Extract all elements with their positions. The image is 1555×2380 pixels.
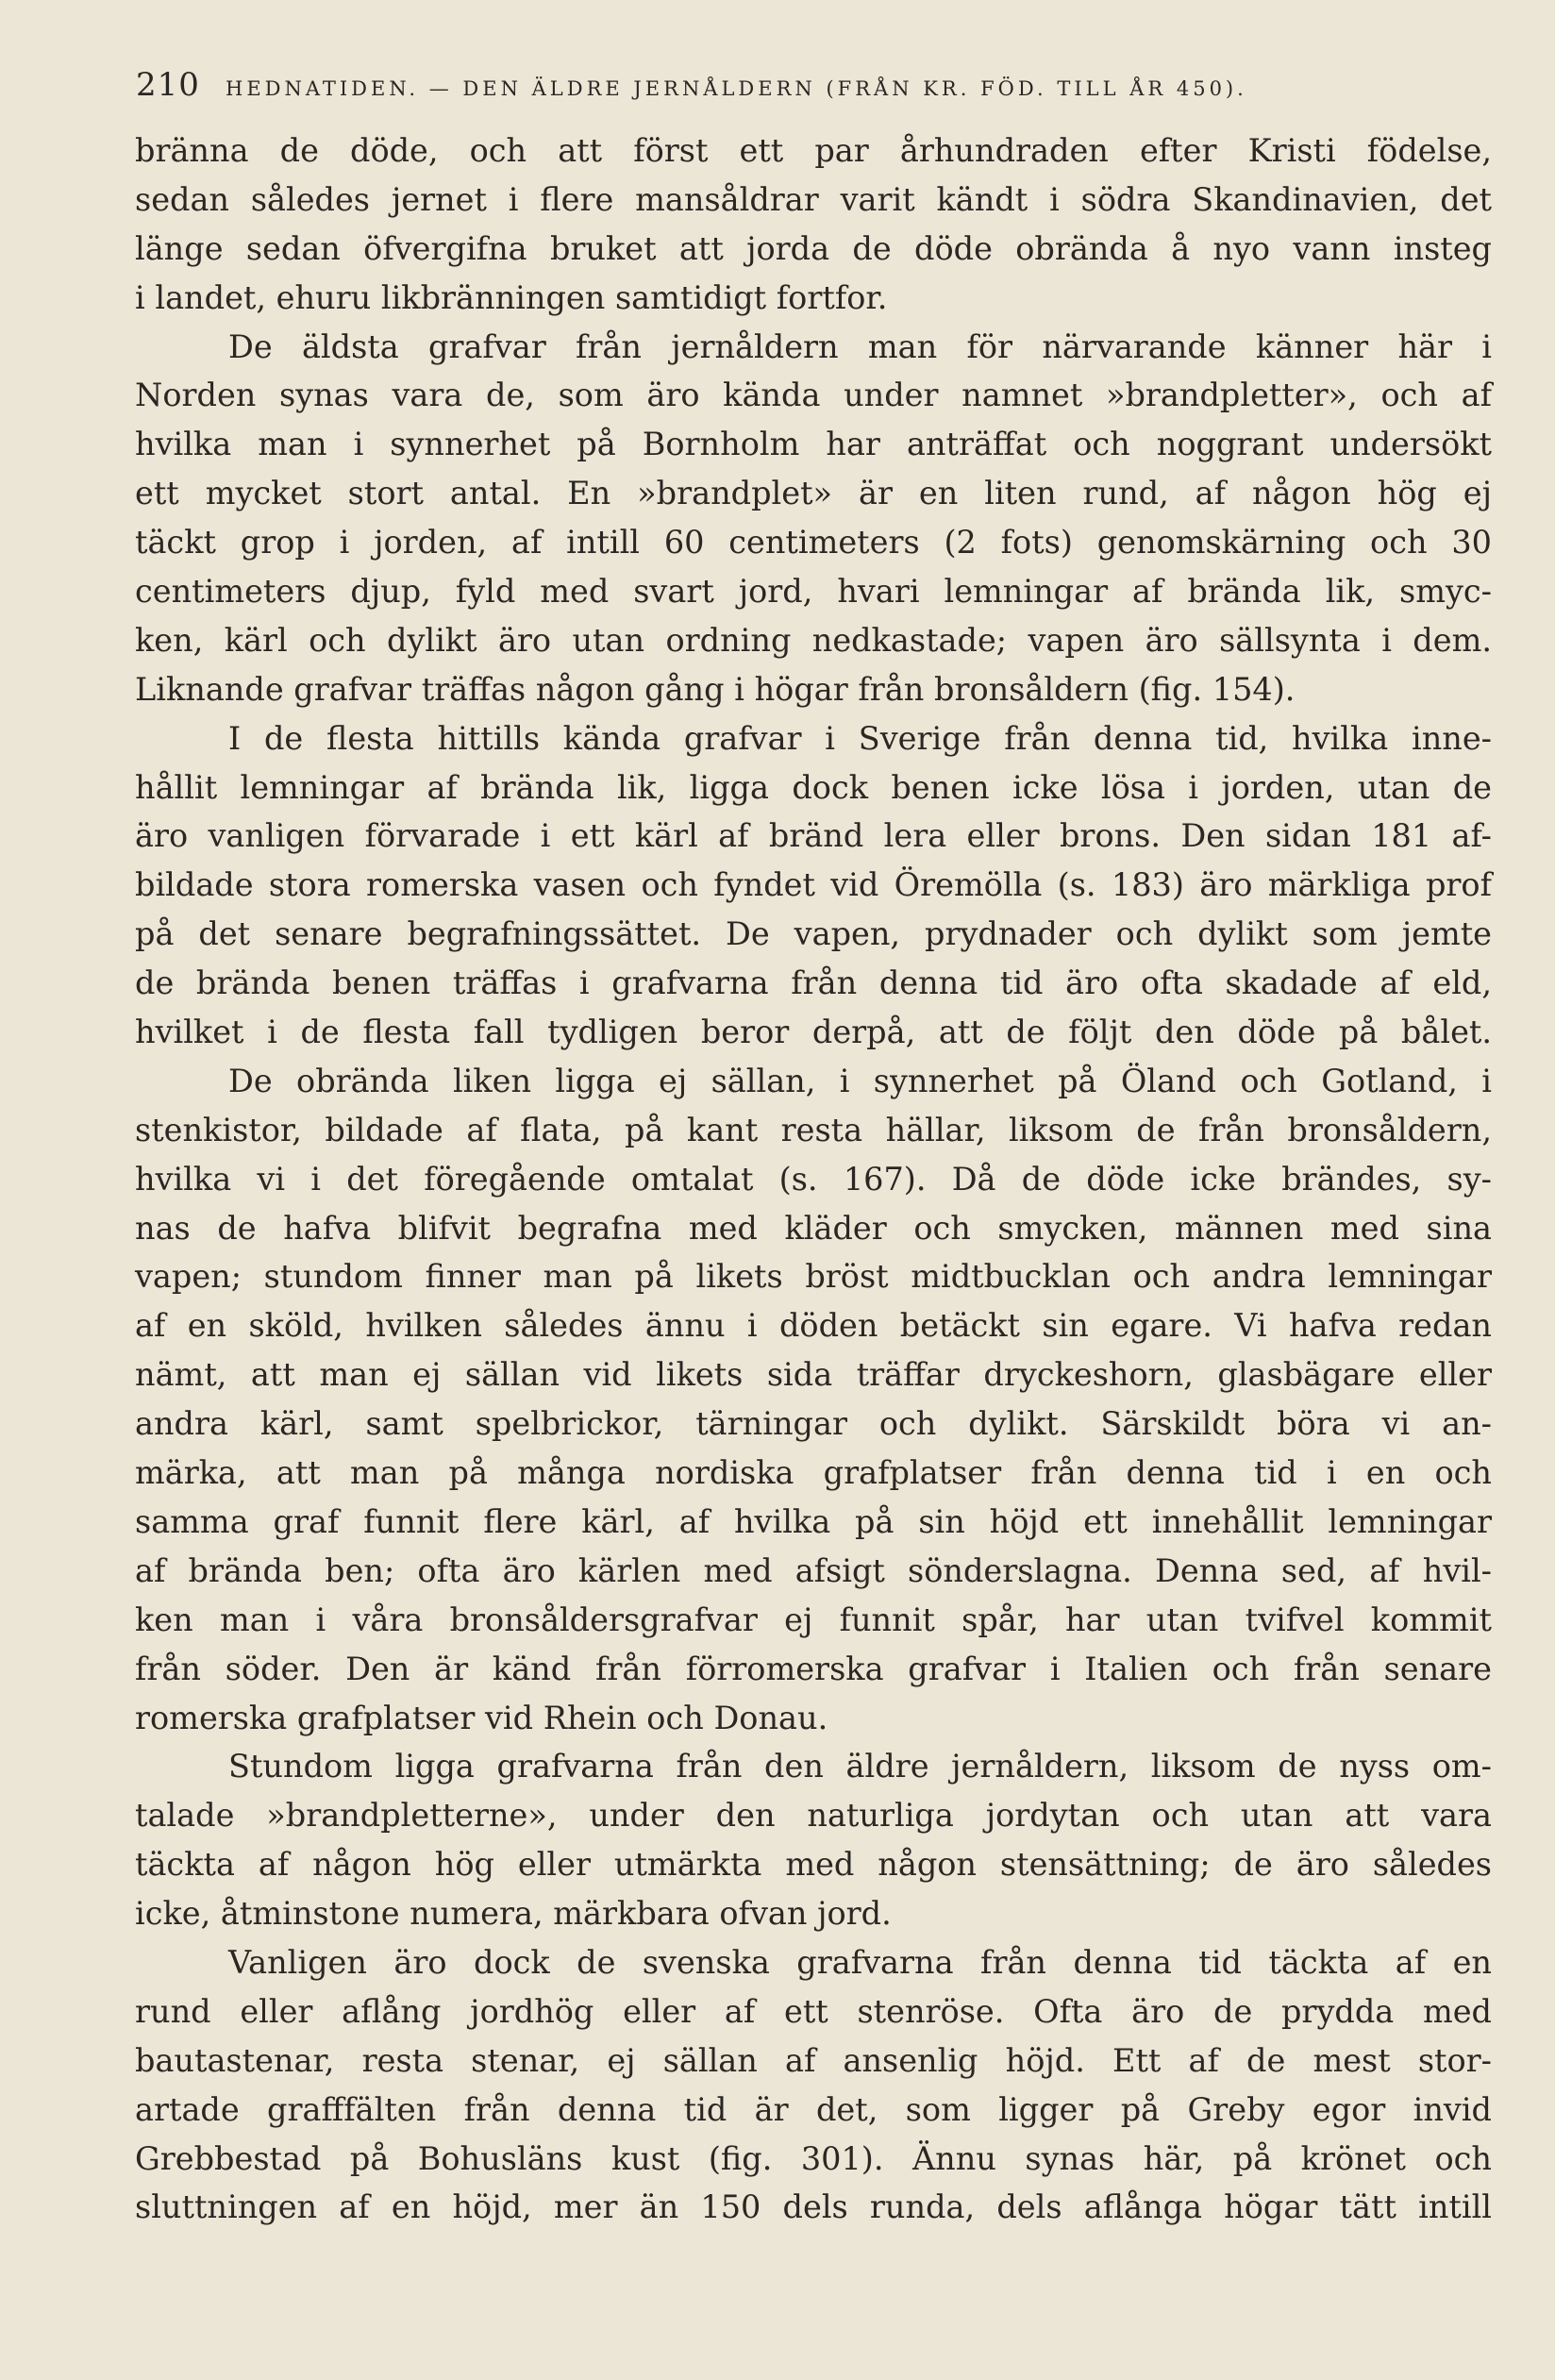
text-line: icke, åtminstone numera, märkbara ofvan jord.	[135, 1895, 892, 1933]
text-line: talade »brandpletterne», under den naturliga jordytan och utan att vara	[135, 1797, 1492, 1835]
text-line: af brända ben; ofta äro kärlen med afsigt sönderslagna. Denna sed, af hvil-	[135, 1551, 1492, 1589]
text-line: I de flesta hittills kända grafvar i Sverige från denna tid, hvilka inne-	[228, 719, 1492, 757]
text-line: sluttningen af en höjd, mer än 150 dels runda, dels aflånga högar tätt intill	[135, 2188, 1492, 2226]
text-line: de brända benen träffas i grafvarna från denna tid äro ofta skadade af eld,	[135, 964, 1492, 1002]
text-line: märka, att man på många nordiska grafplatser från denna tid i en och	[135, 1454, 1492, 1492]
text-line: Vanligen äro dock de svenska grafvarna från denna tid täckta af en	[228, 1943, 1492, 1981]
page-header	[136, 66, 1495, 113]
text-line: vapen; stundom finner man på likets bröst midtbucklan och andra lemningar	[135, 1258, 1492, 1296]
text-line: hållit lemningar af brända lik, ligga dock benen icke lösa i jorden, utan de	[135, 768, 1492, 806]
page-number: 210	[136, 66, 200, 104]
text-line: bildade stora romerska vasen och fyndet vid Öremölla (s. 183) äro märkliga prof	[135, 866, 1492, 904]
text-line: Grebbestad på Bohusläns kust (fig. 301). Ännu synas här, på krönet och	[135, 2139, 1492, 2177]
text-line: på det senare begrafningssättet. De vapen, prydnader och dylikt som jemte	[135, 915, 1492, 953]
text-line: samma graf funnit flere kärl, af hvilka på sin höjd ett innehållit lemningar	[135, 1502, 1492, 1540]
text-line: i landet, ehuru likbränningen samtidigt fortfor.	[135, 278, 888, 316]
text-line: De obrända liken ligga ej sällan, i synnerhet på Öland och Gotland, i	[228, 1062, 1492, 1099]
text-line: ett mycket stort antal. En »brandplet» är en liten rund, af någon hög ej	[135, 475, 1492, 512]
running-title: HEDNATIDEN. — DEN ÄLDRE JERNÅLDERN (FRÅN KR. FÖD. TILL ÅR 450).	[226, 77, 1247, 100]
text-line: centimeters djup, fyld med svart jord, hvari lemningar af brända lik, smyc-	[135, 573, 1492, 611]
text-line: De äldsta grafvar från jernåldern man för närvarande känner här i	[228, 327, 1492, 365]
text-line: Norden synas vara de, som äro kända under namnet »brandpletter», och af	[135, 377, 1492, 414]
text-line: täckt grop i jorden, af intill 60 centimeters (2 fots) genomskärning och 30	[135, 524, 1492, 561]
text-line: nas de hafva blifvit begrafna med kläder och smycken, männen med sina	[135, 1209, 1492, 1247]
text-line: stenkistor, bildade af flata, på kant resta hällar, liksom de från bronsåldern,	[135, 1111, 1492, 1148]
text-line: hvilket i de flesta fall tydligen beror derpå, att de följt den döde på bålet.	[135, 1014, 1492, 1051]
text-line: ken man i våra bronsåldersgrafvar ej funnit spår, har utan tvifvel kommit	[135, 1601, 1492, 1638]
text-line: hvilka man i synnerhet på Bornholm har anträffat och noggrant undersökt	[135, 426, 1492, 463]
text-line: rund eller aflång jordhög eller af ett stenröse. Ofta äro de prydda med	[135, 1992, 1492, 2030]
text-line: nämt, att man ej sällan vid likets sida träffar dryckeshorn, glasbägare eller	[135, 1356, 1492, 1394]
text-line: täckta af någon hög eller utmärkta med någon stensättning; de äro således	[135, 1846, 1492, 1884]
text-line: af en sköld, hvilken således ännu i döden betäckt sin egare. Vi hafva redan	[135, 1307, 1492, 1345]
text-line: romerska grafplatser vid Rhein och Donau.	[135, 1699, 828, 1736]
text-line: andra kärl, samt spelbrickor, tärningar och dylikt. Särskildt böra vi an-	[135, 1405, 1492, 1443]
text-line: bränna de döde, och att först ett par århundraden efter Kristi födelse,	[135, 132, 1492, 169]
text-line: från söder. Den är känd från förromerska grafvar i Italien och från senare	[135, 1650, 1492, 1687]
text-line: sedan således jernet i flere mansåldrar varit kändt i södra Skandinavien, det	[135, 180, 1492, 218]
text-line: hvilka vi i det föregående omtalat (s. 167). Då de döde icke brändes, sy-	[135, 1160, 1492, 1198]
text-line: länge sedan öfvergifna bruket att jorda de döde obrända å nyo vann insteg	[135, 229, 1492, 267]
text-line: Liknande grafvar träffas någon gång i högar från bronsåldern (fig. 154).	[135, 670, 1296, 708]
text-line: Stundom ligga grafvarna från den äldre jernåldern, liksom de nyss om-	[228, 1748, 1492, 1785]
text-line: äro vanligen förvarade i ett kärl af bränd lera eller brons. Den sidan 181 af-	[135, 817, 1492, 855]
text-line: artade grafffälten från denna tid är det, som ligger på Greby egor invid	[135, 2090, 1492, 2128]
text-line: bautastenar, resta stenar, ej sällan af ansenlig höjd. Ett af de mest stor-	[135, 2041, 1492, 2079]
body-text	[135, 126, 1492, 2232]
text-line: ken, kärl och dylikt äro utan ordning nedkastade; vapen äro sällsynta i dem.	[135, 621, 1492, 659]
